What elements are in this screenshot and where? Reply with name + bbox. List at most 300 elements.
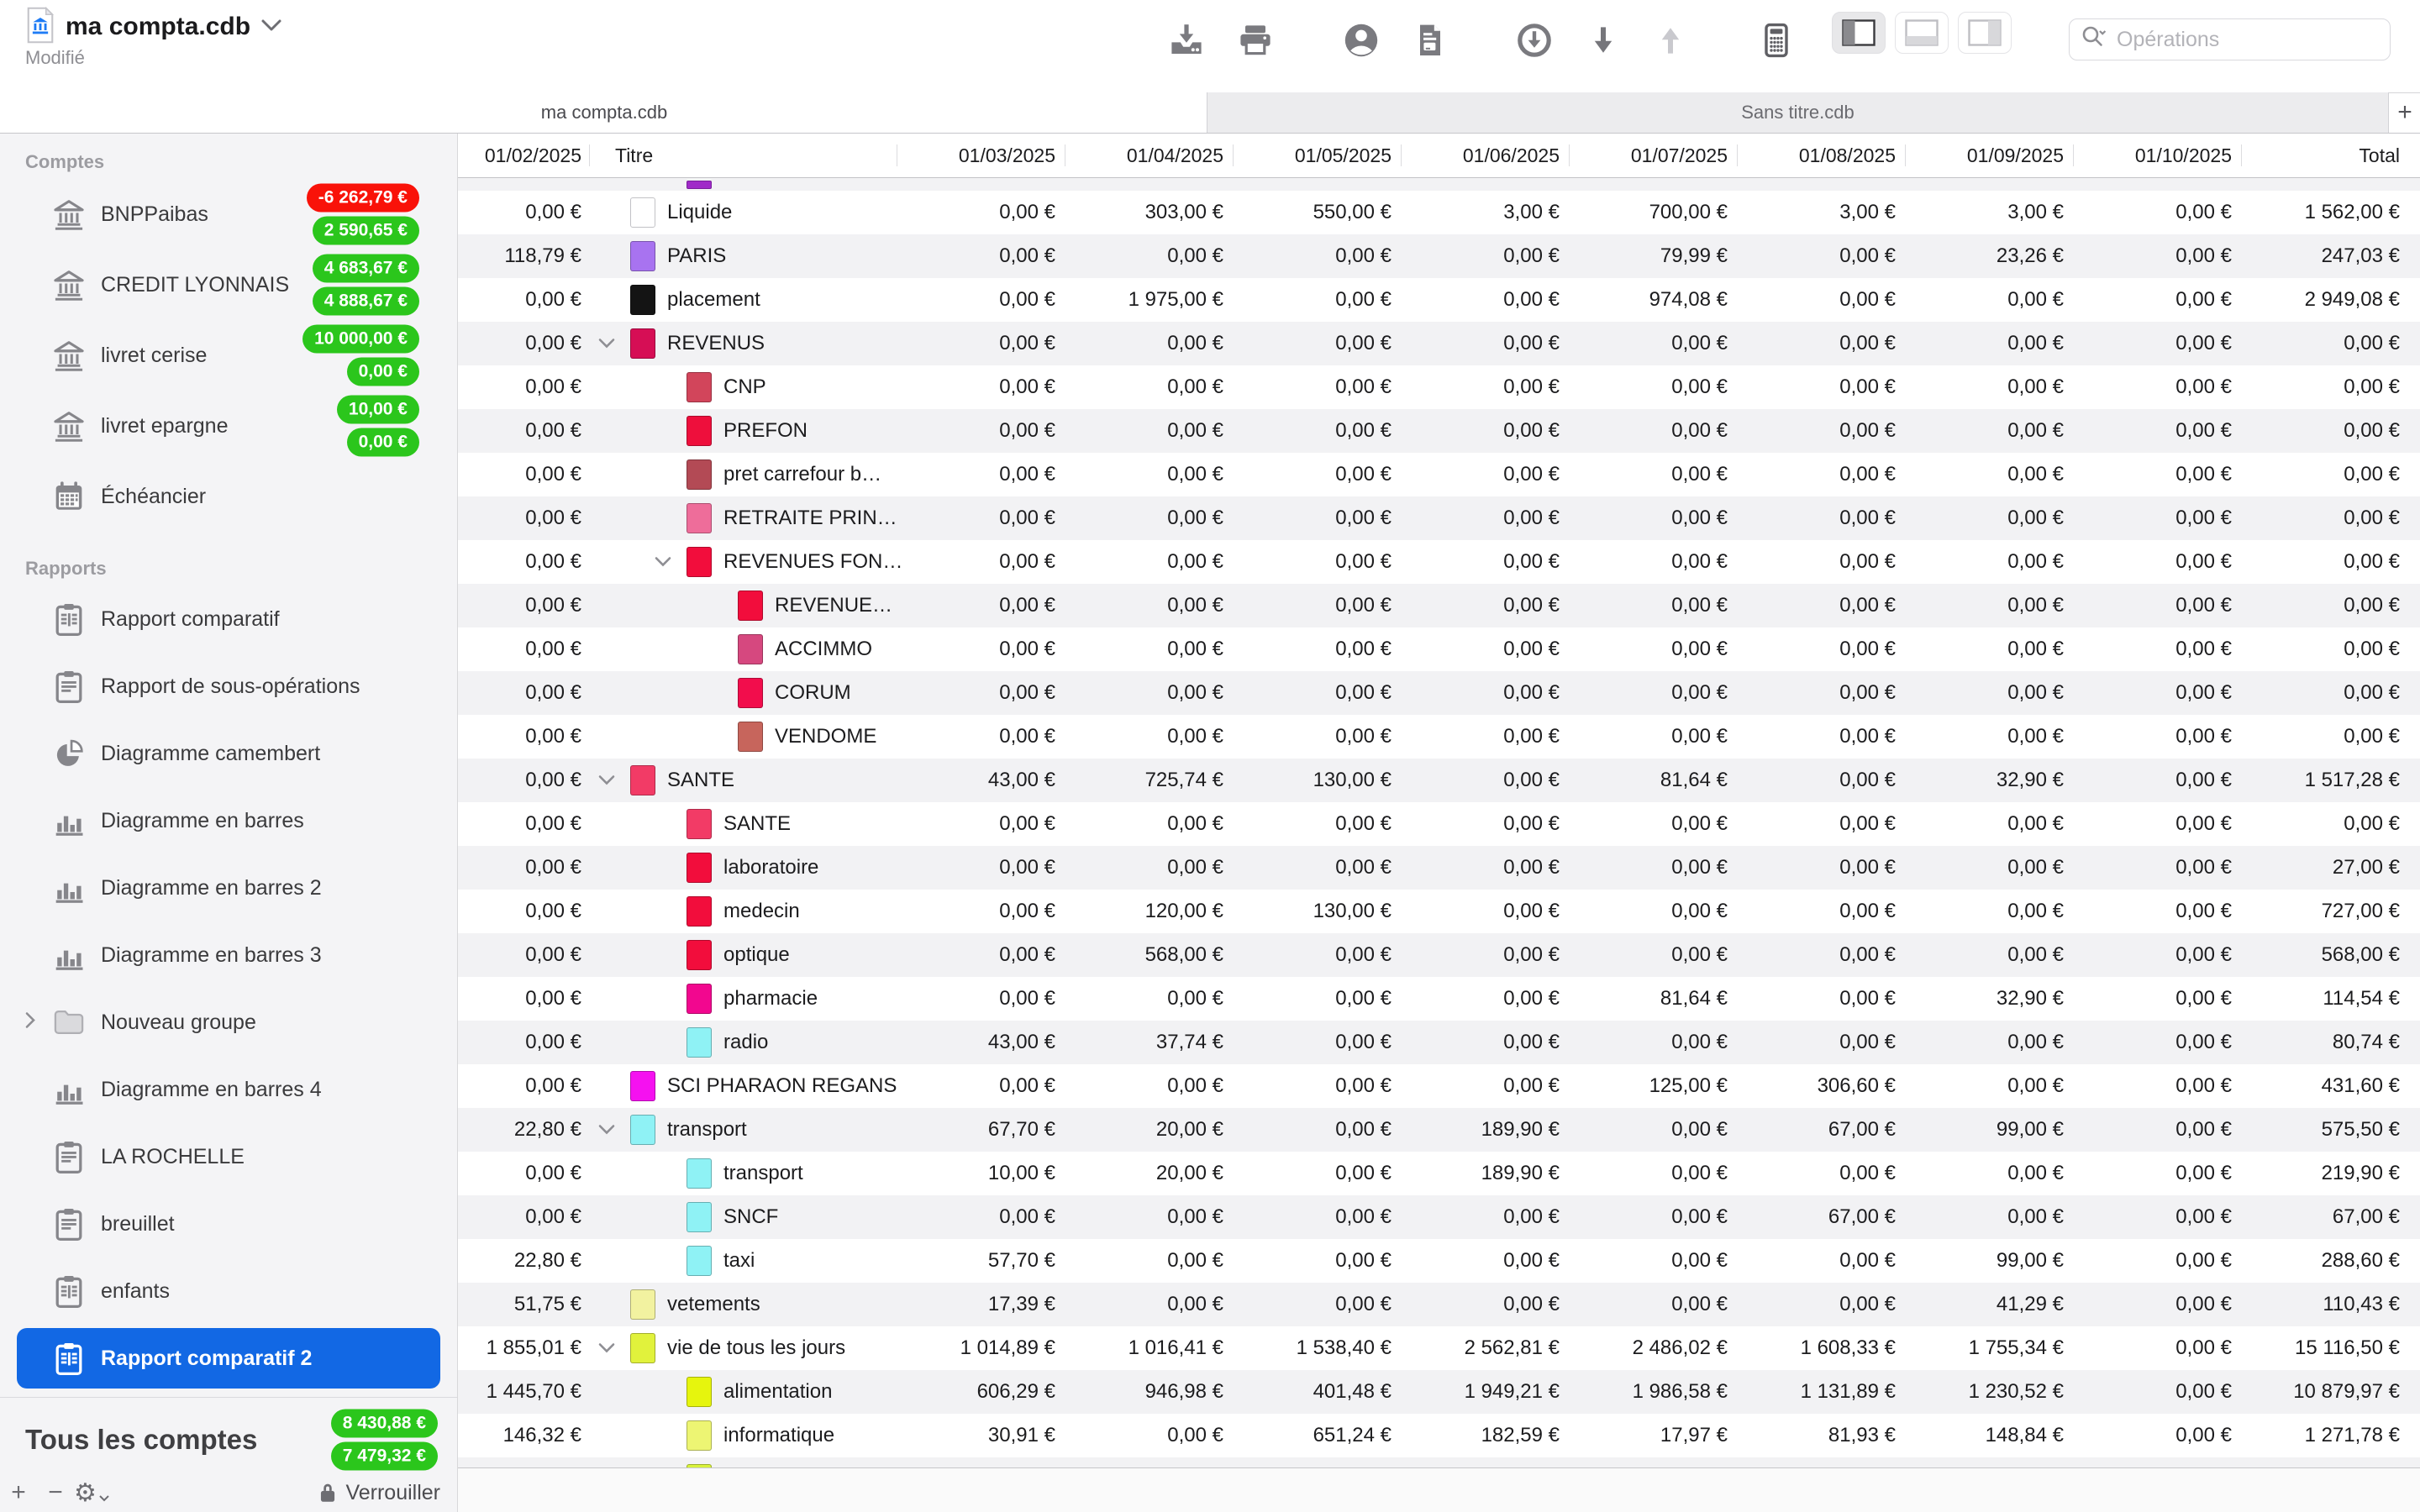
- cell-month-5: 0,00 €: [1671, 1162, 1728, 1184]
- download-arrow-button[interactable]: [1580, 17, 1627, 64]
- cell-month-7: 0,00 €: [2007, 463, 2064, 486]
- sidebar-item-rapport-de-sous-op-rations[interactable]: [0, 653, 457, 720]
- sidebar-item-diagramme-camembert[interactable]: [0, 720, 457, 787]
- cell-month-7: 0,00 €: [2007, 594, 2064, 617]
- cell-month-3: 0,00 €: [1335, 332, 1392, 354]
- gear-chevron-down-icon: [98, 1494, 110, 1503]
- category-label: medecin: [723, 900, 800, 922]
- cell-month-3: 550,00 €: [1313, 201, 1392, 223]
- cell-month-3: 0,00 €: [1335, 507, 1392, 529]
- bank-icon: [49, 265, 89, 305]
- accounts-list: [0, 179, 457, 532]
- cell-month-6: 0,00 €: [1839, 332, 1896, 354]
- cell-month-8: 0,00 €: [2175, 1031, 2232, 1053]
- panel-right-icon: [1968, 19, 2002, 46]
- clipboard-columns-icon: [49, 1271, 89, 1311]
- cell-month-1: 0,00 €: [999, 812, 1055, 835]
- category-label: transport: [723, 1162, 803, 1184]
- cell-total: 0,00 €: [2344, 507, 2400, 529]
- table-row[interactable]: [458, 759, 2420, 802]
- column-header-01-04-2025[interactable]: 01/04/2025: [1065, 134, 1234, 177]
- table-row[interactable]: [458, 496, 2420, 540]
- cell-month-2: 0,00 €: [1167, 1205, 1223, 1228]
- account-badges: [337, 396, 419, 457]
- category-color-swatch: [687, 503, 712, 533]
- column-header-01-09-2025[interactable]: 01/09/2025: [1906, 134, 2074, 177]
- table-row[interactable]: [458, 1239, 2420, 1283]
- sidebar-item-livret-epargne[interactable]: [0, 391, 457, 461]
- table-row[interactable]: [458, 715, 2420, 759]
- cell-month-7: 0,00 €: [2007, 288, 2064, 311]
- cell-month-3: 0,00 €: [1335, 244, 1392, 267]
- cell-month-1: 43,00 €: [987, 769, 1055, 791]
- cell-month-7: 32,90 €: [1996, 769, 2064, 791]
- cell-month-5: 0,00 €: [1671, 1293, 1728, 1315]
- download-circle-icon: [1514, 20, 1555, 60]
- cell-titre: [590, 503, 897, 533]
- table-row[interactable]: [458, 1152, 2420, 1195]
- cell-month-5: 0,00 €: [1671, 463, 1728, 486]
- column-header-01-08-2025[interactable]: 01/08/2025: [1738, 134, 1906, 177]
- column-header-01-03-2025[interactable]: 01/03/2025: [897, 134, 1065, 177]
- cell-titre: [590, 1377, 897, 1407]
- cell-month-1: 0,00 €: [999, 638, 1055, 660]
- cell-month-7: 0,00 €: [2007, 900, 2064, 922]
- download-circle-button[interactable]: [1511, 17, 1558, 64]
- cell-month-1: 606,29 €: [976, 1380, 1055, 1403]
- table-row[interactable]: [458, 453, 2420, 496]
- cell-month-3: 0,00 €: [1335, 725, 1392, 748]
- cell-month-8: 0,00 €: [2175, 1205, 2232, 1228]
- sidebar-item-rapport-comparatif[interactable]: [0, 585, 457, 653]
- save-icon: [1166, 20, 1207, 60]
- cell-01-02-2025: 0,00 €: [525, 725, 581, 748]
- cell-01-02-2025: 0,00 €: [525, 900, 581, 922]
- cell-month-6: 81,93 €: [1828, 1424, 1896, 1446]
- sidebar-item-label: livret epargne: [101, 413, 229, 438]
- table-row[interactable]: [458, 1108, 2420, 1152]
- sidebar-item-enfants[interactable]: [0, 1257, 457, 1325]
- cell-month-5: 0,00 €: [1671, 332, 1728, 354]
- category-label: PARIS: [667, 244, 727, 267]
- column-header-01-02-2025[interactable]: 01/02/2025: [458, 134, 590, 177]
- cell-month-6: 0,00 €: [1839, 725, 1896, 748]
- section-title-rapports: Rapports: [25, 558, 107, 579]
- cell-month-3: 0,00 €: [1335, 463, 1392, 486]
- category-color-swatch: [738, 591, 763, 621]
- save-button[interactable]: [1163, 17, 1210, 64]
- cell-month-4: 189,90 €: [1481, 1118, 1560, 1141]
- table-row[interactable]: [458, 234, 2420, 278]
- cell-month-4: 0,00 €: [1503, 1074, 1560, 1097]
- search-input[interactable]: [2115, 27, 2354, 53]
- cell-month-3: 0,00 €: [1335, 856, 1392, 879]
- category-label: vetements: [667, 1293, 760, 1315]
- cell-total: 2 949,08 €: [2304, 288, 2400, 311]
- cell-month-3: 0,00 €: [1335, 1162, 1392, 1184]
- cell-month-6: 306,60 €: [1817, 1074, 1896, 1097]
- category-color-swatch: [630, 1333, 655, 1363]
- category-label: REVENUE…: [775, 594, 893, 617]
- cell-month-8: 0,00 €: [2175, 332, 2232, 354]
- category-color-swatch: [630, 765, 655, 795]
- table-row[interactable]: [458, 1283, 2420, 1326]
- category-label: RETRAITE PRIN…: [723, 507, 897, 529]
- table-row[interactable]: [458, 1195, 2420, 1239]
- sidebar-item-label: Diagramme en barres 3: [101, 942, 322, 967]
- account-badges: [313, 255, 419, 316]
- category-color-swatch: [630, 197, 655, 228]
- cell-total: 288,60 €: [2321, 1249, 2400, 1272]
- cell-month-5: 0,00 €: [1671, 1118, 1728, 1141]
- category-label: SNCF: [723, 1205, 779, 1228]
- table-row[interactable]: [458, 890, 2420, 933]
- cell-titre: [590, 285, 897, 315]
- sidebar-item-nouveau-groupe[interactable]: [0, 989, 457, 1056]
- cell-month-5: 0,00 €: [1671, 943, 1728, 966]
- cell-month-1: 0,00 €: [999, 900, 1055, 922]
- column-header-titre[interactable]: Titre: [590, 134, 897, 177]
- table-row[interactable]: [458, 933, 2420, 977]
- cell-01-02-2025: 51,75 €: [513, 1293, 581, 1315]
- column-header-total[interactable]: Total: [2359, 144, 2400, 166]
- category-label: alimentation: [723, 1380, 833, 1403]
- cell-month-5: 17,97 €: [1660, 1424, 1728, 1446]
- cell-total: 10 879,97 €: [2293, 1380, 2400, 1403]
- cell-total: 0,00 €: [2344, 594, 2400, 617]
- table-row[interactable]: [458, 846, 2420, 890]
- receipt-button[interactable]: [1407, 17, 1454, 64]
- sidebar-item-diagramme-en-barres-3[interactable]: [0, 921, 457, 989]
- sidebar-item-la-rochelle[interactable]: [0, 1123, 457, 1190]
- table-row[interactable]: [458, 322, 2420, 365]
- cell-month-5: 0,00 €: [1671, 638, 1728, 660]
- table-row[interactable]: [458, 1370, 2420, 1414]
- cell-month-2: 0,00 €: [1167, 375, 1223, 398]
- cell-total: 247,03 €: [2321, 244, 2400, 267]
- sidebar-item-breuillet[interactable]: [0, 1190, 457, 1257]
- cell-month-1: 17,39 €: [987, 1293, 1055, 1315]
- cell-month-4: 0,00 €: [1503, 900, 1560, 922]
- sidebar: [0, 134, 458, 1512]
- title-chevron-down-icon[interactable]: [260, 18, 282, 36]
- balance-badge: -6 262,79 €: [307, 184, 419, 213]
- cell-total: 0,00 €: [2344, 550, 2400, 573]
- cell-01-02-2025: 0,00 €: [525, 987, 581, 1010]
- sidebar-item-diagramme-en-barres-4[interactable]: [0, 1056, 457, 1123]
- sidebar-item--ch-ancier[interactable]: [0, 461, 457, 532]
- cell-month-7: 3,00 €: [2007, 201, 2064, 223]
- cell-month-2: 0,00 €: [1167, 1293, 1223, 1315]
- gear-icon: ⚙: [74, 1478, 97, 1507]
- sidebar-item-diagramme-en-barres-2[interactable]: [0, 854, 457, 921]
- tab-ma-compta[interactable]: ma compta.cdb: [540, 102, 668, 123]
- category-label: laboratoire: [723, 856, 819, 879]
- category-label: vie de tous les jours: [667, 1336, 846, 1359]
- sidebar-item-diagramme-en-barres[interactable]: [0, 787, 457, 854]
- lock-icon: [317, 1481, 339, 1504]
- upload-arrow-button[interactable]: [1647, 17, 1694, 64]
- cell-total: 15 116,50 €: [2294, 1336, 2400, 1359]
- bars-icon: [49, 801, 89, 841]
- cell-month-4: 0,00 €: [1503, 244, 1560, 267]
- cell-month-5: 0,00 €: [1671, 856, 1728, 879]
- clipboard-columns-icon: [49, 599, 89, 639]
- cell-month-5: 1 986,58 €: [1632, 1380, 1728, 1403]
- category-color-swatch: [687, 853, 712, 883]
- clipboard-lines-icon: [49, 666, 89, 706]
- cell-month-4: 0,00 €: [1503, 856, 1560, 879]
- cell-month-8: 0,00 €: [2175, 1074, 2232, 1097]
- disclosure-chevron-icon[interactable]: [597, 1342, 617, 1355]
- cell-month-6: 0,00 €: [1839, 594, 1896, 617]
- cell-01-02-2025: 118,79 €: [504, 244, 581, 267]
- all-accounts-footer[interactable]: [0, 1402, 457, 1478]
- cell-month-5: 0,00 €: [1671, 1249, 1728, 1272]
- category-label: CNP: [723, 375, 766, 398]
- cell-month-2: 37,74 €: [1155, 1031, 1223, 1053]
- category-color-swatch: [630, 1115, 655, 1145]
- report-table: [458, 134, 2420, 1512]
- sidebar-item-label: BNPPaibas: [101, 202, 208, 226]
- table-row[interactable]: [458, 409, 2420, 453]
- sidebar-item-credit-lyonnais[interactable]: [0, 249, 457, 320]
- category-color-swatch: [687, 547, 712, 577]
- user-icon: [1341, 20, 1381, 60]
- cell-month-7: 0,00 €: [2007, 332, 2064, 354]
- cell-month-4: 0,00 €: [1503, 812, 1560, 835]
- table-bottom-gutter: [458, 1467, 2420, 1512]
- cell-month-6: 0,00 €: [1839, 288, 1896, 311]
- cell-month-6: 1 608,33 €: [1800, 1336, 1896, 1359]
- cell-month-3: 0,00 €: [1335, 550, 1392, 573]
- cell-titre: [590, 940, 897, 970]
- cell-month-3: 0,00 €: [1335, 1293, 1392, 1315]
- cell-month-7: 0,00 €: [2007, 1031, 2064, 1053]
- cell-titre: [590, 459, 897, 490]
- printer-icon: [1235, 20, 1276, 60]
- cell-month-8: 0,00 €: [2175, 288, 2232, 311]
- upload-arrow-icon: [1650, 20, 1691, 60]
- calculator-button[interactable]: [1753, 17, 1800, 64]
- cell-month-7: 99,00 €: [1996, 1249, 2064, 1272]
- cell-month-1: 0,00 €: [999, 244, 1055, 267]
- document-header[interactable]: [25, 7, 282, 47]
- cell-month-6: 0,00 €: [1839, 638, 1896, 660]
- cell-month-3: 0,00 €: [1335, 1074, 1392, 1097]
- all-accounts-label: Tous les comptes: [25, 1424, 258, 1455]
- download-arrow-icon: [1583, 20, 1623, 60]
- category-color-swatch: [687, 1420, 712, 1451]
- panel-bottom-icon: [1905, 19, 1939, 46]
- cell-month-4: 0,00 €: [1503, 419, 1560, 442]
- disclosure-chevron-icon[interactable]: [597, 774, 617, 787]
- cell-01-02-2025: 0,00 €: [525, 1162, 581, 1184]
- cell-titre: [590, 591, 897, 621]
- cell-month-3: 0,00 €: [1335, 681, 1392, 704]
- settings-gear-button[interactable]: [74, 1478, 111, 1508]
- table-row[interactable]: [458, 1326, 2420, 1370]
- cell-month-1: 10,00 €: [987, 1162, 1055, 1184]
- cell-month-2: 0,00 €: [1167, 1074, 1223, 1097]
- sidebar-item-label: Diagramme en barres 4: [101, 1077, 322, 1101]
- cell-01-02-2025: 0,00 €: [525, 550, 581, 573]
- cell-month-6: 0,00 €: [1839, 463, 1896, 486]
- balance-badge: 10,00 €: [337, 396, 419, 424]
- cell-01-02-2025: 0,00 €: [525, 1074, 581, 1097]
- disclosure-chevron-icon[interactable]: [597, 338, 617, 350]
- cell-month-6: 0,00 €: [1839, 987, 1896, 1010]
- cell-titre: [590, 241, 897, 271]
- cell-month-1: 1 014,89 €: [960, 1336, 1055, 1359]
- category-color-swatch: [738, 634, 763, 664]
- table-row[interactable]: [458, 584, 2420, 627]
- lock-label: Verrouiller: [345, 1480, 440, 1504]
- category-color-swatch: [687, 1246, 712, 1276]
- print-button[interactable]: [1232, 17, 1279, 64]
- panel-bottom-toggle[interactable]: [1895, 12, 1949, 54]
- reports-list: [0, 585, 457, 1389]
- cell-titre: [590, 1115, 897, 1145]
- category-label: pret carrefour b…: [723, 463, 882, 486]
- cell-01-02-2025: 0,00 €: [525, 681, 581, 704]
- sidebar-item-livret-cerise[interactable]: [0, 320, 457, 391]
- category-label: Liquide: [667, 201, 733, 223]
- cell-total: 114,54 €: [2323, 987, 2400, 1010]
- modified-status: Modifié: [25, 47, 85, 68]
- cell-titre: [590, 634, 897, 664]
- category-color-swatch: [687, 896, 712, 927]
- cell-01-02-2025: 0,00 €: [525, 638, 581, 660]
- cell-month-8: 0,00 €: [2175, 987, 2232, 1010]
- cell-month-4: 0,00 €: [1503, 463, 1560, 486]
- table-row[interactable]: [458, 540, 2420, 584]
- table-row[interactable]: [458, 191, 2420, 234]
- total-balance-badge: 8 430,88 €: [331, 1410, 438, 1438]
- column-header-01-05-2025[interactable]: 01/05/2025: [1234, 134, 1402, 177]
- table-row[interactable]: [458, 278, 2420, 322]
- cell-month-2: 0,00 €: [1167, 507, 1223, 529]
- cell-month-4: 0,00 €: [1503, 987, 1560, 1010]
- cell-titre: [590, 1420, 897, 1451]
- lock-button[interactable]: [317, 1481, 457, 1505]
- column-header-01-07-2025[interactable]: 01/07/2025: [1570, 134, 1738, 177]
- cell-month-1: 0,00 €: [999, 332, 1055, 354]
- category-color-swatch: [738, 722, 763, 752]
- cell-month-1: 0,00 €: [999, 419, 1055, 442]
- cell-01-02-2025: 0,00 €: [525, 507, 581, 529]
- cell-month-6: 0,00 €: [1839, 900, 1896, 922]
- cell-month-7: 23,26 €: [1996, 244, 2064, 267]
- sidebar-item-bnppaibas[interactable]: [0, 179, 457, 249]
- balance-badge: 0,00 €: [347, 428, 419, 457]
- table-row[interactable]: [458, 1414, 2420, 1457]
- cell-month-3: 1 538,40 €: [1296, 1336, 1392, 1359]
- cell-month-8: 0,00 €: [2175, 638, 2232, 660]
- search-field[interactable]: [2069, 18, 2391, 60]
- cell-titre: [590, 1071, 897, 1101]
- cell-month-3: 130,00 €: [1313, 900, 1392, 922]
- tab-sans-titre[interactable]: Sans titre.cdb: [1207, 92, 2389, 133]
- cell-month-7: 1 230,52 €: [1968, 1380, 2064, 1403]
- sidebar-item-label: Rapport comparatif: [101, 606, 280, 631]
- cell-titre: [590, 765, 897, 795]
- cell-month-8: 0,00 €: [2175, 1424, 2232, 1446]
- panel-right-toggle[interactable]: [1958, 12, 2012, 54]
- cell-month-1: 0,00 €: [999, 594, 1055, 617]
- cell-month-5: 0,00 €: [1671, 1031, 1728, 1053]
- table-row[interactable]: [458, 365, 2420, 409]
- cell-month-2: 0,00 €: [1167, 463, 1223, 486]
- cell-month-2: 0,00 €: [1167, 638, 1223, 660]
- cell-month-5: 0,00 €: [1671, 550, 1728, 573]
- add-button[interactable]: +: [11, 1478, 26, 1506]
- category-label: REVENUES FON…: [723, 550, 903, 573]
- table-row[interactable]: [458, 671, 2420, 715]
- cell-01-02-2025: 0,00 €: [525, 856, 581, 879]
- table-row[interactable]: [458, 1064, 2420, 1108]
- category-color-swatch: [687, 940, 712, 970]
- cell-01-02-2025: 22,80 €: [513, 1249, 581, 1272]
- category-color-swatch: [687, 1202, 712, 1232]
- disclosure-chevron-icon[interactable]: [597, 1124, 617, 1137]
- sidebar-item-label: CREDIT LYONNAIS: [101, 272, 290, 297]
- new-tab-button[interactable]: +: [2397, 98, 2412, 126]
- cell-month-2: 0,00 €: [1167, 594, 1223, 617]
- sidebar-item-label: Rapport comparatif 2: [101, 1346, 313, 1370]
- bars-icon: [49, 935, 89, 975]
- sidebar-item-label: Nouveau groupe: [101, 1010, 256, 1034]
- category-color-swatch: [687, 809, 712, 839]
- cell-month-1: 0,00 €: [999, 201, 1055, 223]
- cell-month-2: 1 975,00 €: [1128, 288, 1223, 311]
- cell-month-5: 0,00 €: [1671, 419, 1728, 442]
- table-row[interactable]: [458, 1021, 2420, 1064]
- column-header-01-10-2025[interactable]: 01/10/2025: [2074, 134, 2242, 177]
- cell-titre: [590, 1333, 897, 1363]
- category-color-swatch: [630, 241, 655, 271]
- cell-month-2: 20,00 €: [1155, 1162, 1223, 1184]
- cell-month-3: 0,00 €: [1335, 375, 1392, 398]
- cell-month-2: 0,00 €: [1167, 1249, 1223, 1272]
- cell-month-5: 0,00 €: [1671, 1205, 1728, 1228]
- cell-month-7: 0,00 €: [2007, 1205, 2064, 1228]
- cell-month-3: 0,00 €: [1335, 288, 1392, 311]
- table-row[interactable]: [458, 627, 2420, 671]
- cell-month-2: 303,00 €: [1144, 201, 1223, 223]
- cell-month-3: 0,00 €: [1335, 419, 1392, 442]
- remove-button[interactable]: −: [48, 1478, 63, 1506]
- table-body: [458, 178, 2420, 1468]
- category-label: SCI PHARAON REGANS: [667, 1074, 897, 1097]
- table-row[interactable]: [458, 802, 2420, 846]
- cell-total: 575,50 €: [2321, 1118, 2400, 1141]
- disclosure-chevron-icon[interactable]: [653, 556, 673, 569]
- table-row[interactable]: [458, 977, 2420, 1021]
- cell-total: 431,60 €: [2321, 1074, 2400, 1097]
- cell-month-2: 0,00 €: [1167, 1424, 1223, 1446]
- sidebar-item-rapport-comparatif-2[interactable]: [17, 1328, 440, 1389]
- column-header-01-06-2025[interactable]: 01/06/2025: [1402, 134, 1570, 177]
- category-label: optique: [723, 943, 790, 966]
- category-label: pharmacie: [723, 987, 818, 1010]
- cell-01-02-2025: 0,00 €: [525, 594, 581, 617]
- all-accounts-badges: [331, 1410, 438, 1471]
- chevron-right-icon[interactable]: [24, 1011, 37, 1034]
- category-label: REVENUS: [667, 332, 765, 354]
- panel-left-toggle[interactable]: [1832, 12, 1886, 54]
- user-button[interactable]: [1338, 17, 1385, 64]
